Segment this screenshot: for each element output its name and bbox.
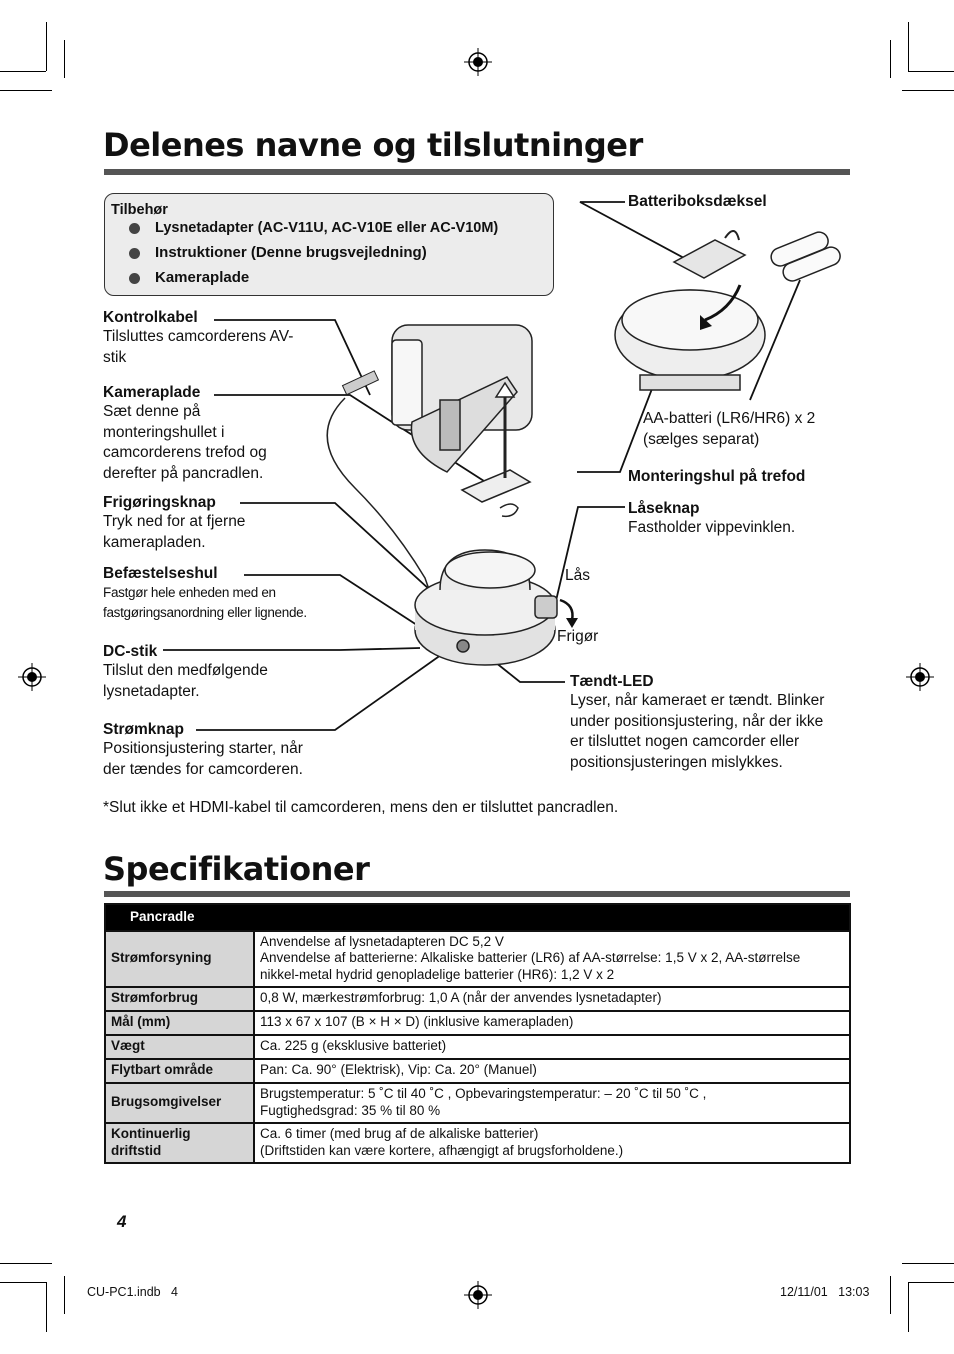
accessories-title: Tilbehør [111,202,168,218]
footer-file: CU-PC1.indb 4 [87,1285,179,1299]
section-rule [104,891,850,897]
table-row [105,1083,850,1123]
table-row [105,1011,850,1035]
crop-mark [908,1282,909,1332]
label-batteries: AA-batteri (LR6/HR6) x 2 (sælges separat) [643,410,816,448]
spec-value: 113 x 67 x 107 (B × H × D) (inklusive kamerapladen) [254,1011,850,1035]
camcorder [392,325,532,472]
spec-key: Vægt [105,1035,254,1059]
list-item-label: Lysnetadapter (AC-V11U, AC-V10E eller AC-V10M) [155,220,499,236]
spec-key: Mål (mm) [105,1011,254,1035]
spec-value: Brugstemperatur: 5 ˚C til 40 ˚C , Opbevaringstemperatur: – 20 ˚C til 50 ˚C , Fugtighedsgrad: 35 % til 80 % [254,1083,850,1123]
spec-key: Strømforsyning [105,931,254,987]
section-title-specs: Specifikationer [103,850,370,888]
hdmi-note: *Slut ikke et HDMI-kabel til camcorderen, mens den er tilsluttet pancradlen. [103,799,619,816]
section-title-parts: Delenes navne og tilslutninger [103,126,643,164]
label-text: Tilsluttes camcorderens AV- stik [103,328,294,366]
list-item-label: Kameraplade [155,269,250,286]
battery-icon [768,229,842,283]
spec-key: Strømforbrug [105,987,254,1011]
label-text: Positionsjustering starter, når der tændes for camcorderen. [103,740,303,778]
crop-mark [902,1263,954,1264]
label-release: Frigør [557,628,599,645]
label-title: Frigøringsknap [103,494,216,511]
label-battery-cover: Batteriboksdæksel [628,193,767,210]
spec-key: Brugsomgivelser [105,1083,254,1123]
label-title: Kontrolkabel [103,309,198,326]
label-text: Lyser, når kameraet er tændt. Blinker under positionsjustering, når der ikke er tilsluttet nogen camcorder eller positionsjusteringen mislykkes. [570,692,825,771]
spec-key: Kontinuerlig driftstid [105,1123,254,1163]
label-text: Sæt denne på monteringshullet i camcorderens trefod og derefter på pancradlen. [103,403,267,482]
label-text: Tilslut den medfølgende lysnetadapter. [103,662,268,700]
pancradle-base [415,550,557,665]
label-title: DC-stik [103,643,158,660]
table-row [105,1035,850,1059]
crop-mark [64,1276,65,1314]
spec-value: Pan: Ca. 90° (Elektrisk), Vip: Ca. 20° (Manuel) [254,1059,850,1083]
label-title: Tændt-LED [570,673,654,690]
label-text: Fastgør hele enheden med en fastgøringsanordning eller lignende. [103,585,307,620]
crop-mark [0,1263,52,1264]
footer-date: 12/11/01 13:03 [780,1285,870,1299]
crop-mark [890,1276,891,1314]
label-title: Befæstelseshul [103,565,218,582]
table-row [105,1059,850,1083]
spec-value: 0,8 W, mærkestrømforbrug: 1,0 A (når der anvendes lysnetadapter) [254,987,850,1011]
crop-mark [908,1282,954,1283]
spec-value: Anvendelse af lysnetadapteren DC 5,2 V Anvendelse af batterierne: Alkaliske batterier (LR6) af AA-størrelse: 1,5 V x 2, AA-størrelse nikkel-metal hydrid genopladelige batterier (HR6): 1,2 V x 2 [254,931,850,987]
spec-key: Flytbart område [105,1059,254,1083]
table-row [105,987,850,1011]
crop-mark [0,1282,46,1283]
page-number: 4 [117,1212,127,1231]
registration-mark-icon [464,1281,492,1309]
label-title: Kameraplade [103,384,201,401]
label-text: Fastholder vippevinklen. [628,519,796,536]
label-tripod-hole: Monteringshul på trefod [628,468,806,485]
spec-value: Ca. 225 g (eksklusive batteriet) [254,1035,850,1059]
label-lock: Lås [565,567,590,584]
label-title: Strømknap [103,721,184,738]
label-title: Låseknap [628,500,700,517]
table-row [105,1123,850,1163]
table-header: Pancradle [105,904,850,931]
spec-value: Ca. 6 timer (med brug af de alkaliske batterier) (Driftstiden kan være kortere, afhængigt af brugsforholdene.) [254,1123,850,1163]
spec-table [104,903,851,1164]
label-text: Tryk ned for at fjerne kamerapladen. [103,513,246,551]
crop-mark [46,1282,47,1332]
list-item-label: Instruktioner (Denne brugsvejledning) [155,244,427,261]
table-header-row [105,904,850,931]
table-row [105,931,850,987]
